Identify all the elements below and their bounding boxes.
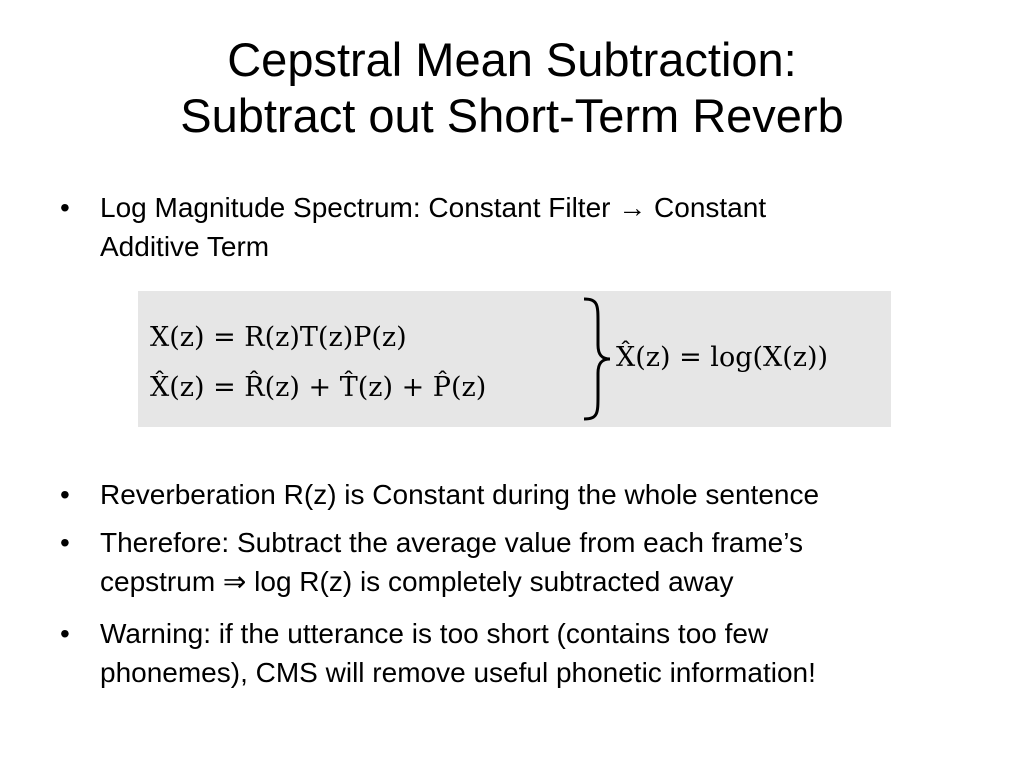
bullet-marker: • [60,192,70,223]
bullet-marker: • [60,527,70,558]
equation-log: X̂(z) = log(X(z)) [616,342,829,373]
equation-sum: X̂(z) = R̂(z) + T̂(z) + P̂(z) [150,372,487,403]
bullet-line: Reverberation R(z) is Constant during the whole sentence [100,479,820,510]
bullet-marker: • [60,479,70,510]
title-line-2: Subtract out Short-Term Reverb [180,89,844,142]
equation-product: X(z) = R(z)T(z)P(z) [150,322,407,353]
bullet-text [100,188,1000,266]
bullet-marker: • [60,618,70,649]
bullet-line: Warning: if the utterance is too short (contains too few [100,618,769,649]
right-brace-icon [578,295,614,423]
bullet-text [100,614,1000,692]
equation-box [138,291,891,427]
slide-title [0,32,1024,144]
title-line-1: Cepstral Mean Subtraction: [227,33,797,86]
bullet-line: Additive Term [100,231,270,262]
bullet-line: cepstrum ⇒ log R(z) is completely subtracted away [100,566,734,597]
bullet-line: phonemes), CMS will remove useful phonetic information! [100,657,816,688]
bullet-line: Therefore: Subtract the average value from each frame’s [100,527,803,558]
bullet-text [100,523,1000,601]
bullet-text [100,475,1000,514]
bullet-line: Log Magnitude Spectrum: Constant Filter → Constant [100,192,767,223]
